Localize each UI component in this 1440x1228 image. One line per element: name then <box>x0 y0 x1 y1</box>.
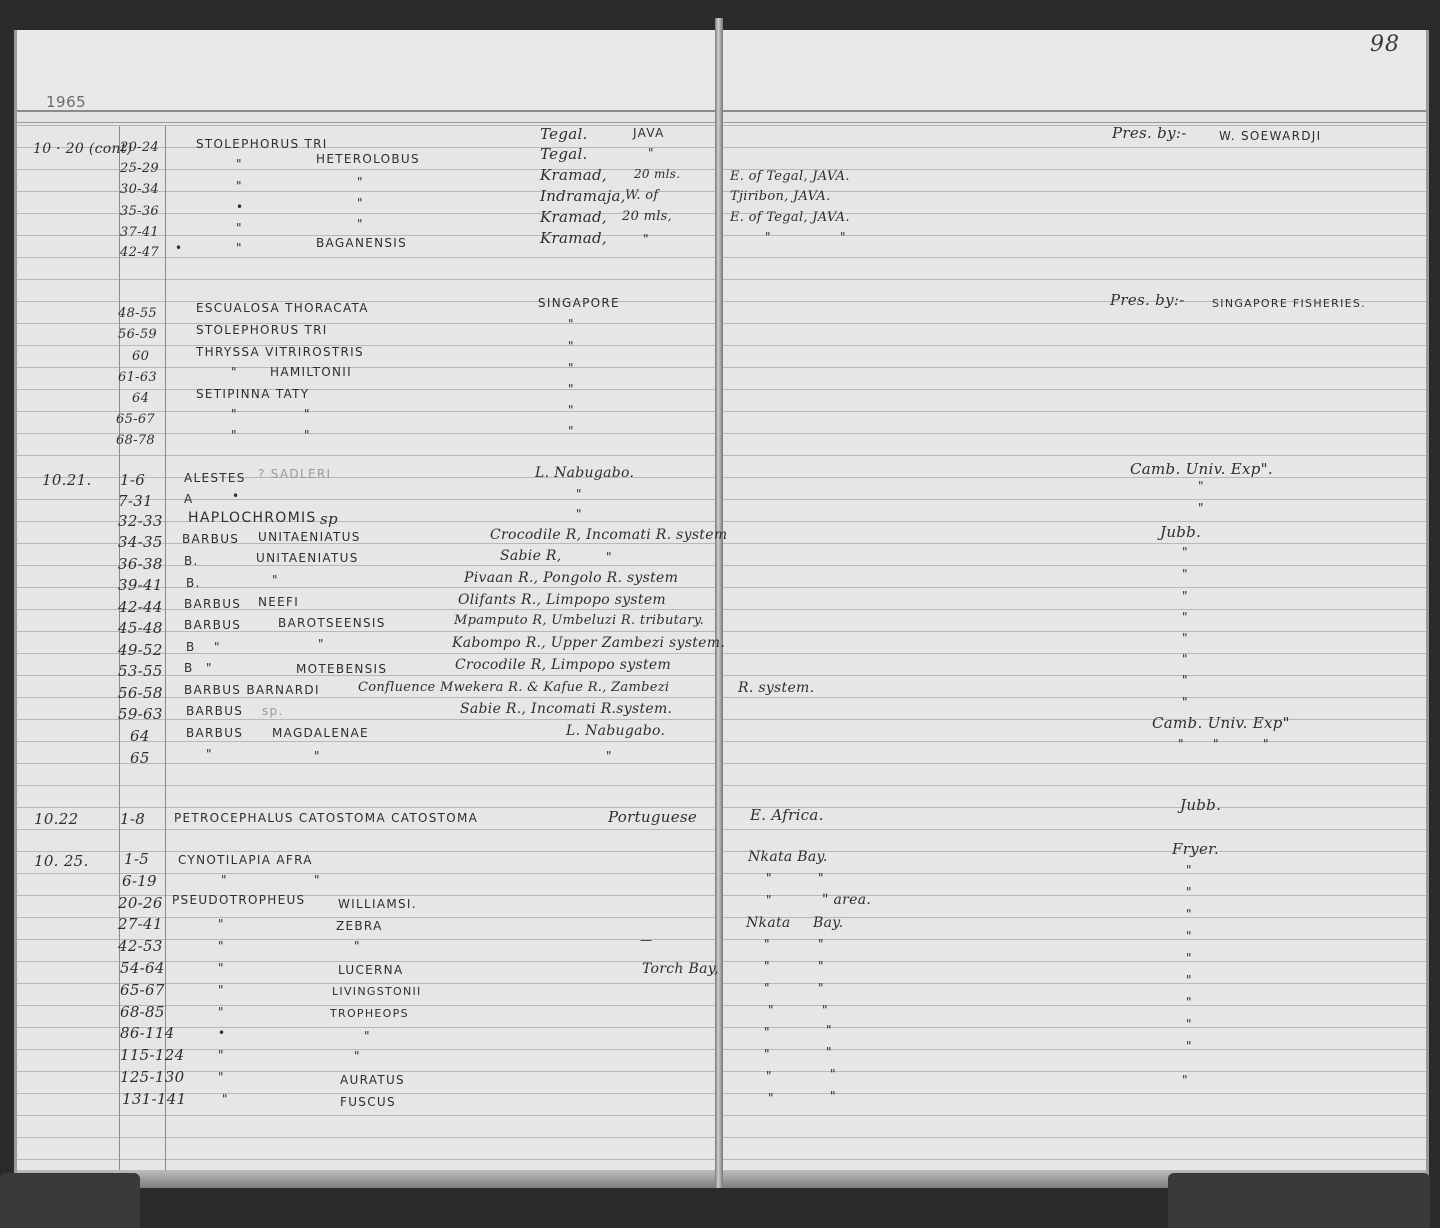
locality-continued: E. Africa. <box>750 806 824 824</box>
register-number: 86-114 <box>120 1024 175 1042</box>
species-name: THRYSSA VITRIROSTRIS <box>196 345 364 359</box>
donor-ditto: " <box>1186 1039 1193 1053</box>
genus-abbrev: B <box>186 640 196 654</box>
donor-ditto: " <box>1186 1017 1193 1031</box>
register-number: 25-29 <box>120 161 159 176</box>
donor-ditto: " <box>1186 885 1193 899</box>
species-ditto: " <box>304 407 311 421</box>
genus-ditto: " <box>221 873 228 887</box>
register-number: 1-8 <box>120 810 146 828</box>
donor-name: Fryer. <box>1172 840 1220 858</box>
donor-ditto: " <box>1182 1073 1189 1087</box>
genus-ditto: " <box>236 157 243 171</box>
locality-continued: E. of Tegal, JAVA. <box>730 210 850 225</box>
locality: Kramad, <box>540 166 607 184</box>
locality-ditto: " <box>822 1003 829 1017</box>
genus-ditto: " <box>218 1070 225 1084</box>
locality: Torch Bay, <box>642 961 719 977</box>
genus-ditto: " <box>231 407 238 421</box>
locality-continued: Nkata Bay. <box>748 849 828 865</box>
donor-ditto: " <box>1186 995 1193 1009</box>
register-number: 64 <box>132 391 150 406</box>
locality-ditto: " <box>840 230 847 244</box>
genus-abbrev: B. <box>184 554 199 568</box>
register-number: 115-124 <box>120 1046 185 1064</box>
locality-distance: 20 mls, <box>622 209 673 224</box>
species-name: MAGDALENAE <box>272 726 369 740</box>
locality-area: " area. <box>822 892 872 908</box>
locality-ditto: " <box>826 1045 833 1059</box>
donor-ditto: " <box>1182 567 1189 581</box>
locality-ditto: " <box>568 361 575 375</box>
locality-ditto: " <box>818 981 825 995</box>
locality-ditto: " <box>768 1091 775 1105</box>
locality-ditto: " <box>606 749 613 763</box>
species-ditto: " <box>357 196 364 210</box>
register-number: 125-130 <box>120 1068 185 1086</box>
genus-ditto: " <box>218 917 225 931</box>
register-number: 30-34 <box>120 182 159 197</box>
locality-region: JAVA <box>633 126 665 140</box>
donor-ditto: " <box>1186 951 1193 965</box>
register-number: 65-67 <box>120 981 165 999</box>
register-number: 6-19 <box>122 872 157 890</box>
register-number: 54-64 <box>120 959 165 977</box>
genus-ditto: " <box>206 747 213 761</box>
register-number: 35-36 <box>120 204 159 219</box>
species-name: TROPHEOPS <box>330 1007 409 1020</box>
locality: Confluence Mwekera R. & Kafue R., Zambezi <box>358 680 670 695</box>
species-name: UNITAENIATUS <box>256 551 359 565</box>
locality: Kabompo R., Upper Zambezi system. <box>452 635 726 651</box>
page-number: 98 <box>1370 32 1400 57</box>
donor-label: Pres. by:- <box>1112 124 1187 142</box>
species-name: BAROTSEENSIS <box>278 616 386 630</box>
genus-name: BARBUS <box>186 704 244 718</box>
genus-name: BARBUS <box>184 597 242 611</box>
donor-ditto: " <box>1182 631 1189 645</box>
genus-ditto: " <box>214 640 221 654</box>
register-number: 68-85 <box>120 1003 165 1021</box>
species-name: BAGANENSIS <box>316 236 408 250</box>
locality: L. Nabugabo. <box>566 723 666 739</box>
register-number: 1-6 <box>120 471 146 489</box>
donor-ditto: " <box>1182 695 1189 709</box>
genus-name: HAPLOCHROMIS <box>188 510 317 526</box>
locality-ditto: " <box>764 1047 771 1061</box>
locality: SINGAPORE <box>538 296 620 310</box>
locality: Crocodile R, Incomati R. system <box>490 527 728 543</box>
donor-ditto: " <box>1182 673 1189 687</box>
species-name-pencil: sp. <box>262 704 284 718</box>
locality-ditto: " <box>643 232 650 246</box>
genus-abbrev: A <box>184 492 194 506</box>
donor-ditto: " <box>1186 863 1193 877</box>
locality-ditto: " <box>568 424 575 438</box>
species-name: STOLEPHORUS TRI <box>196 137 328 151</box>
header-band-lower <box>721 112 1426 123</box>
locality-ditto: " <box>568 317 575 331</box>
species-ditto: " <box>318 637 325 651</box>
register-number: 56-59 <box>118 327 157 342</box>
donor-ditto: " <box>1263 737 1270 751</box>
header-band <box>17 30 722 112</box>
species-name-pencil: ? SADLERI <box>258 467 332 481</box>
donor-name: SINGAPORE FISHERIES. <box>1212 297 1366 310</box>
donor-ditto: " <box>1182 589 1189 603</box>
year-heading: 1965 <box>46 93 87 111</box>
donor-label: Pres. by:- <box>1110 291 1185 309</box>
locality-ditto: " <box>568 339 575 353</box>
entry-date: 10.21. <box>42 471 92 489</box>
locality: Tegal. <box>540 145 588 163</box>
species-name: sp <box>320 510 338 528</box>
locality-ditto: " <box>568 403 575 417</box>
locality-ditto: " <box>648 146 655 160</box>
locality-continued: E. of Tegal, JAVA. <box>730 169 850 184</box>
register-number: 64 <box>130 727 150 745</box>
genus-ditto: " <box>218 1005 225 1019</box>
locality-distance: 20 mls. <box>634 167 681 181</box>
donor-ditto: " <box>1186 973 1193 987</box>
species-name: MOTEBENSIS <box>296 662 388 676</box>
donor-ditto: " <box>1186 907 1193 921</box>
locality: Portuguese <box>608 808 698 826</box>
locality-ditto: " <box>818 937 825 951</box>
species-name: ZEBRA <box>336 919 383 933</box>
register-number: 42-44 <box>118 598 163 616</box>
genus-name: BARBUS <box>184 618 242 632</box>
header-band <box>721 30 1426 112</box>
locality: L. Nabugabo. <box>535 465 635 481</box>
locality-ditto: " <box>766 871 773 885</box>
donor-ditto: " <box>1186 929 1193 943</box>
locality-continued: Tjiribon, JAVA. <box>730 189 831 204</box>
donor-ditto: " <box>1178 737 1185 751</box>
species-ditto: " <box>304 428 311 442</box>
genus-ditto: " <box>218 983 225 997</box>
register-number: 61-63 <box>118 370 157 385</box>
species-name: ESCUALOSA THORACATA <box>196 301 369 315</box>
locality: Sabie R., Incomati R.system. <box>460 701 673 717</box>
species-name: LIVINGSTONII <box>332 985 422 998</box>
row-mark: • <box>175 241 184 255</box>
locality: Crocodile R, Limpopo system <box>455 657 672 673</box>
genus-mark: • <box>218 1026 227 1040</box>
register-number: 48-55 <box>118 306 157 321</box>
locality: Olifants R., Limpopo system <box>458 592 666 608</box>
locality-ditto: " <box>830 1089 837 1103</box>
register-number: 42-53 <box>118 937 163 955</box>
donor-ditto: " <box>1213 737 1220 751</box>
locality-ditto: " <box>576 507 583 521</box>
species-ditto: " <box>364 1029 371 1043</box>
locality-ditto: " <box>764 959 771 973</box>
genus-name: BARBUS BARNARDI <box>184 683 320 697</box>
genus-name: BARBUS <box>182 532 240 546</box>
register-number: 1-5 <box>124 850 150 868</box>
locality-continued: Bay. <box>813 915 844 931</box>
register-number: 20-26 <box>118 894 163 912</box>
species-name: HETEROLOBUS <box>316 152 420 166</box>
locality-ditto: " <box>818 959 825 973</box>
locality-ditto: " <box>764 937 771 951</box>
entry-date: 10. 25. <box>34 852 89 870</box>
locality-ditto: " <box>568 382 575 396</box>
species-mark: • <box>232 489 241 503</box>
species-name: LUCERNA <box>338 963 404 977</box>
donor-name: Jubb. <box>1180 796 1222 814</box>
locality-direction: W. of <box>625 188 659 203</box>
genus-abbrev: B <box>184 661 194 675</box>
locality-ditto: " <box>764 1025 771 1039</box>
entry-date: 10 · 20 (cont) <box>33 141 133 157</box>
species-ditto: " <box>357 175 364 189</box>
binding-clip-right <box>1168 1173 1430 1228</box>
donor-name: Camb. Univ. Exp". <box>1130 460 1273 478</box>
donor-ditto: " <box>1198 501 1205 515</box>
species-ditto: " <box>357 217 364 231</box>
locality-ditto: " <box>764 981 771 995</box>
register-number: 36-38 <box>118 555 163 573</box>
genus-ditto: " <box>206 661 213 675</box>
locality: Tegal. <box>540 125 588 143</box>
locality-ditto: " <box>818 871 825 885</box>
genus-ditto: " <box>218 939 225 953</box>
donor-ditto: " <box>1198 479 1205 493</box>
register-number: 68-78 <box>116 433 155 448</box>
register-number: 27-41 <box>118 915 163 933</box>
genus-abbrev: B. <box>186 576 201 590</box>
species-name: WILLIAMSI. <box>338 897 417 911</box>
locality: Kramad, <box>540 208 607 226</box>
donor-name: Camb. Univ. Exp" <box>1152 714 1290 732</box>
register-number: 39-41 <box>118 576 163 594</box>
genus-ditto: • <box>236 200 245 214</box>
species-name: NEEFI <box>258 595 300 609</box>
genus-ditto: " <box>222 1092 229 1106</box>
register-number: 37-41 <box>120 225 159 240</box>
donor-ditto: " <box>1182 545 1189 559</box>
genus-name: ALESTES <box>184 471 246 485</box>
entry-date: 10.22 <box>34 810 79 828</box>
donor-ditto: " <box>1182 610 1189 624</box>
register-number: 7-31 <box>118 492 153 510</box>
locality-continued: Nkata <box>746 915 791 931</box>
species-name: CYNOTILAPIA AFRA <box>178 853 313 867</box>
species-name: FUSCUS <box>340 1095 396 1109</box>
register-number: 56-58 <box>118 684 163 702</box>
register-number: 20-24 <box>120 140 159 155</box>
locality: Mpamputo R, Umbeluzi R. tributary. <box>454 613 705 628</box>
species-name: UNITAENIATUS <box>258 530 361 544</box>
register-number: 65-67 <box>116 412 155 427</box>
species-name: SETIPINNA TATY <box>196 387 310 401</box>
locality-ditto: " <box>826 1023 833 1037</box>
genus-ditto: " <box>231 428 238 442</box>
genus-ditto: " <box>236 179 243 193</box>
register-number: 59-63 <box>118 705 163 723</box>
genus-ditto: " <box>231 365 238 379</box>
donor-name: W. SOEWARDJI <box>1219 129 1322 143</box>
genus-ditto: " <box>218 961 225 975</box>
register-number: 34-35 <box>118 533 163 551</box>
locality-ditto: " <box>765 230 772 244</box>
species-name: AURATUS <box>340 1073 405 1087</box>
binding-clip-left <box>0 1173 140 1228</box>
species-ditto: " <box>272 573 279 587</box>
locality-ditto: " <box>766 893 773 907</box>
locality-ditto: " <box>576 487 583 501</box>
locality-ditto: " <box>830 1067 837 1081</box>
register-number: 53-55 <box>118 662 163 680</box>
locality-continued: R. system. <box>738 680 815 696</box>
locality: Indramaja, <box>540 187 626 205</box>
locality-dash: — <box>640 933 654 947</box>
locality: Kramad, <box>540 229 607 247</box>
species-ditto: " <box>354 1049 361 1063</box>
register-number: 45-48 <box>118 619 163 637</box>
genus-ditto: " <box>236 221 243 235</box>
species-ditto: " <box>314 749 321 763</box>
register-number: 65 <box>130 749 150 767</box>
donor-name: Jubb. <box>1160 523 1202 541</box>
species-name: HAMILTONII <box>270 365 352 379</box>
genus-name: BARBUS <box>186 726 244 740</box>
header-band-lower <box>17 112 722 123</box>
locality-ditto: " <box>606 550 613 564</box>
genus-name: PSEUDOTROPHEUS <box>172 893 306 907</box>
register-number: 32-33 <box>118 512 163 530</box>
locality: Sabie R, <box>500 548 562 564</box>
locality-ditto: " <box>766 1069 773 1083</box>
locality: Pivaan R., Pongolo R. system <box>464 570 679 586</box>
genus-ditto: " <box>236 241 243 255</box>
donor-ditto: " <box>1182 652 1189 666</box>
genus-ditto: " <box>218 1048 225 1062</box>
locality-ditto: " <box>768 1003 775 1017</box>
species-ditto: " <box>314 873 321 887</box>
book-gutter <box>715 18 723 1188</box>
species-ditto: " <box>354 939 361 953</box>
register-number: 49-52 <box>118 641 163 659</box>
register-number: 42-47 <box>120 245 159 260</box>
species-name: STOLEPHORUS TRI <box>196 323 328 337</box>
register-number: 60 <box>132 349 150 364</box>
species-name: PETROCEPHALUS CATOSTOMA CATOSTOMA <box>174 811 479 825</box>
register-number: 131-141 <box>122 1090 187 1108</box>
